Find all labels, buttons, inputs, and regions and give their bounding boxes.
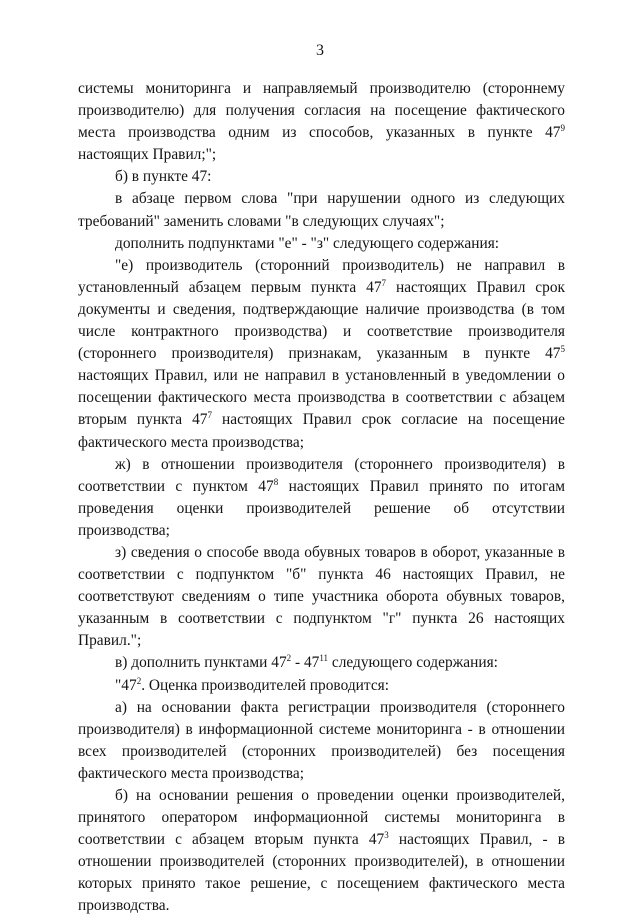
text-run: настоящих Правил, или не направил в установленный в уведомлении о посещении фактического места производства в соответствии с абзацем вторым пункта 47 xyxy=(78,367,565,429)
text-run: в абзаце первом слова "при нарушении одного из следующих требований" заменить словами "в следующих случаях"; xyxy=(78,190,565,230)
paragraph-p8 xyxy=(78,652,565,674)
text-run: б) в пункте 47: xyxy=(115,168,212,186)
text-run: следующего содержания: xyxy=(328,654,498,672)
superscript-index: 9 xyxy=(560,123,565,134)
paragraph-p2 xyxy=(78,166,565,188)
superscript-index: 11 xyxy=(319,653,329,664)
text-run: - 47 xyxy=(291,654,320,672)
paragraph-p6 xyxy=(78,454,565,542)
text-run: настоящих Правил срок документы и сведения, подтверждающие наличие производства (в том числе контрактного производства) и соответствие производителя (стороннего производителя) признакам, указанным в пункте 47 xyxy=(78,278,565,363)
text-run: в) дополнить пунктами 47 xyxy=(115,654,287,672)
text-run: . Оценка производителей проводится: xyxy=(141,676,390,694)
page-number: 3 xyxy=(316,42,324,59)
paragraph-p11 xyxy=(78,785,565,918)
superscript-index: 2 xyxy=(286,653,292,664)
text-run: настоящих Правил, - в отношении производителей (сторонних производителей), в отношении которых принято такое решение, с посещением фактического места производства. xyxy=(78,831,565,915)
text-run: "47 xyxy=(115,676,137,694)
superscript-index: 7 xyxy=(207,410,212,421)
paragraph-p7 xyxy=(78,542,565,652)
superscript-index: 8 xyxy=(273,476,279,487)
document-body xyxy=(78,78,565,918)
text-run: дополнить подпунктами "е" - "з" следующего содержания: xyxy=(115,234,500,252)
paragraph-p3 xyxy=(78,188,565,232)
superscript-index: 2 xyxy=(136,675,142,686)
paragraph-p10 xyxy=(78,697,565,785)
text-run: ж) в отношении производителя (стороннего производителя) в соответствии с пунктом 47 xyxy=(78,455,565,495)
paragraph-p4 xyxy=(78,233,565,255)
superscript-index: 3 xyxy=(384,830,389,841)
paragraph-p5 xyxy=(78,255,565,454)
text-run: а) на основании факта регистрации производителя (стороннего производителя) в информационной системе мониторинга - в отношении всех производителей (сторонних производителей) без посещения фактического места производства; xyxy=(78,698,565,782)
text-run: б) на основании решения о проведении оценки производителей, принятого оператором информационной системы мониторинга в соответствии с абзацем вторым пункта 47 xyxy=(78,787,565,849)
text-run: настоящих Правил;"; xyxy=(78,146,217,164)
paragraph-p9 xyxy=(78,675,565,697)
text-run: настоящих Правил принято по итогам проведения оценки производителей решение об отсутствии производства; xyxy=(78,477,565,539)
superscript-index: 7 xyxy=(381,277,387,288)
text-run: з) сведения о способе ввода обувных товаров в оборот, указанные в соответствии с подпунктом "б" пункта 46 настоящих Правил, не соответствуют сведениям о типе участника оборота обувных товаров, указанным в соответствии с подпунктом "г" пункта 26 настоящих Правил."; xyxy=(78,543,565,650)
text-run: системы мониторинга и направляемый производителю (стороннему производителю) для получения согласия на посещение фактического места производства одним из способов, указанных в пункте 47 xyxy=(78,80,565,142)
superscript-index: 5 xyxy=(560,344,565,355)
text-run: настоящих Правил срок согласие на посещение фактического места производства; xyxy=(78,411,566,451)
text-run: "е) производитель (сторонний производитель) не направил в установленный абзацем первым пункта 47 xyxy=(78,256,565,296)
paragraph-p1 xyxy=(78,78,565,166)
